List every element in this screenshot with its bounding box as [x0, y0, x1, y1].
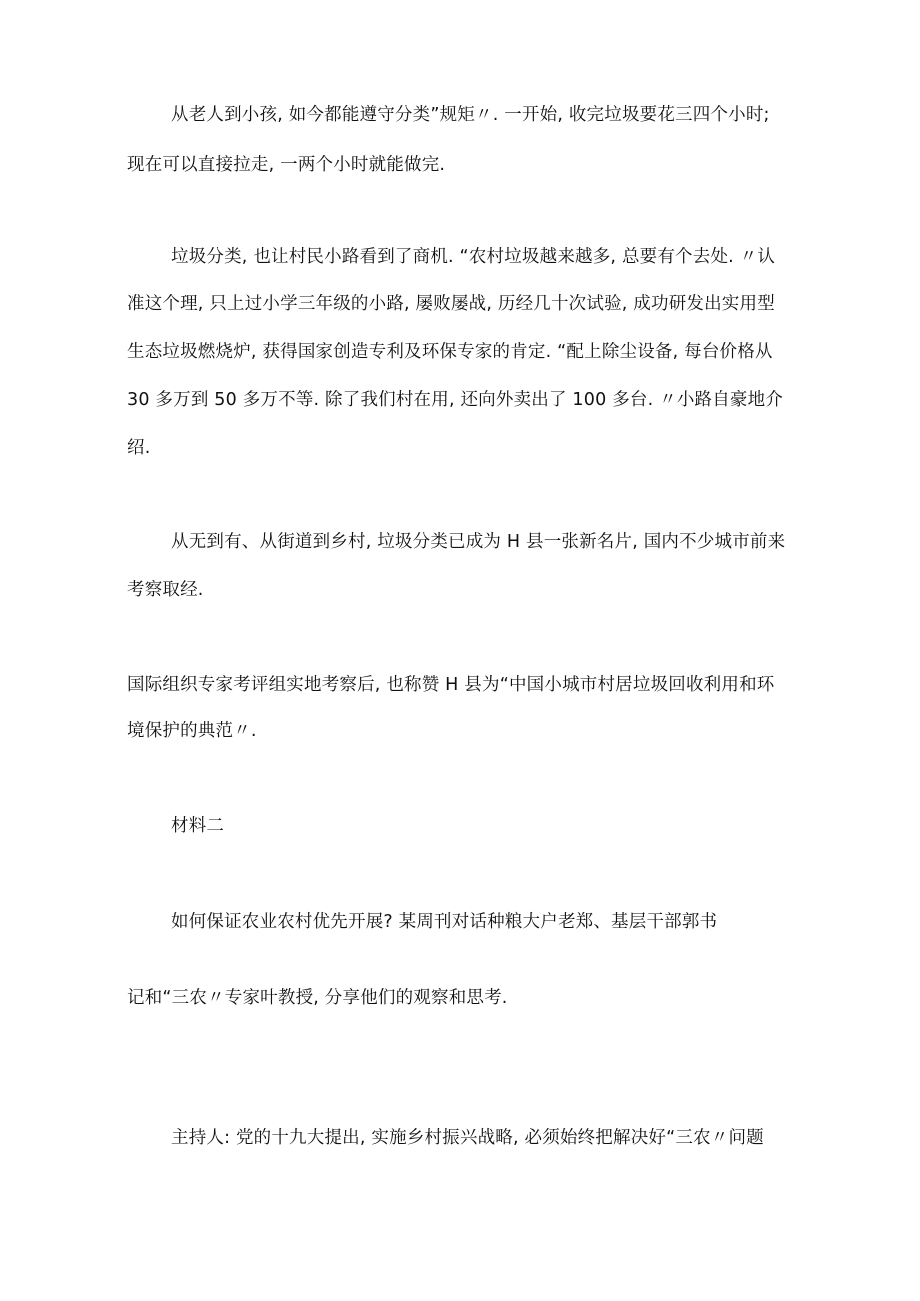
paragraph-7-line-1: 主持人: 党的十九大提出, 实施乡村振兴战略, 必须始终把解决好“三农〃问题 — [171, 1128, 764, 1148]
paragraph-5-line-1: 如何保证农业农村优先开展? 某周刊对话种粮大户老郑、基层干部郭书 — [171, 912, 718, 932]
paragraph-2-line-3: 生态垃圾燃烧炉, 获得国家创造专利及环保专家的肯定. “配上除尘设备, 每台价格从 — [127, 342, 773, 362]
paragraph-6-line-1: 记和“三农〃专家叶教授, 分享他们的观察和思考. — [127, 988, 508, 1008]
paragraph-3-line-1: 从无到有、从街道到乡村, 垃圾分类已成为 H 县一张新名片, 国内不少城市前来 — [171, 532, 786, 552]
paragraph-3-line-2: 考察取经. — [127, 580, 204, 600]
paragraph-2-line-2: 准这个理, 只上过小学三年级的小路, 屡败屡战, 历经几十次试验, 成功研发出实用型 — [127, 294, 775, 314]
paragraph-1-line-1: 从老人到小孩, 如今都能遵守分类”规矩〃. 一开始, 收完垃圾要花三四个小时; — [171, 105, 770, 125]
section-heading-material-2: 材料二 — [171, 816, 225, 836]
paragraph-4-line-1: 国际组织专家考评组实地考察后, 也称赞 H 县为“中国小城市村居垃圾回收利用和环 — [127, 675, 775, 695]
paragraph-4-line-2: 境保护的典范〃. — [127, 721, 257, 741]
paragraph-1-line-2: 现在可以直接拉走, 一两个小时就能做完. — [127, 155, 446, 175]
paragraph-2-line-1: 垃圾分类, 也让村民小路看到了商机. “农村垃圾越来越多, 总要有个去处. 〃认 — [171, 247, 776, 267]
paragraph-2-line-4: 30 多万到 50 多万不等. 除了我们村在用, 还向外卖出了 100 多台. 〃小路自豪地介 — [127, 390, 784, 410]
paragraph-2-line-5: 绍. — [127, 438, 151, 458]
